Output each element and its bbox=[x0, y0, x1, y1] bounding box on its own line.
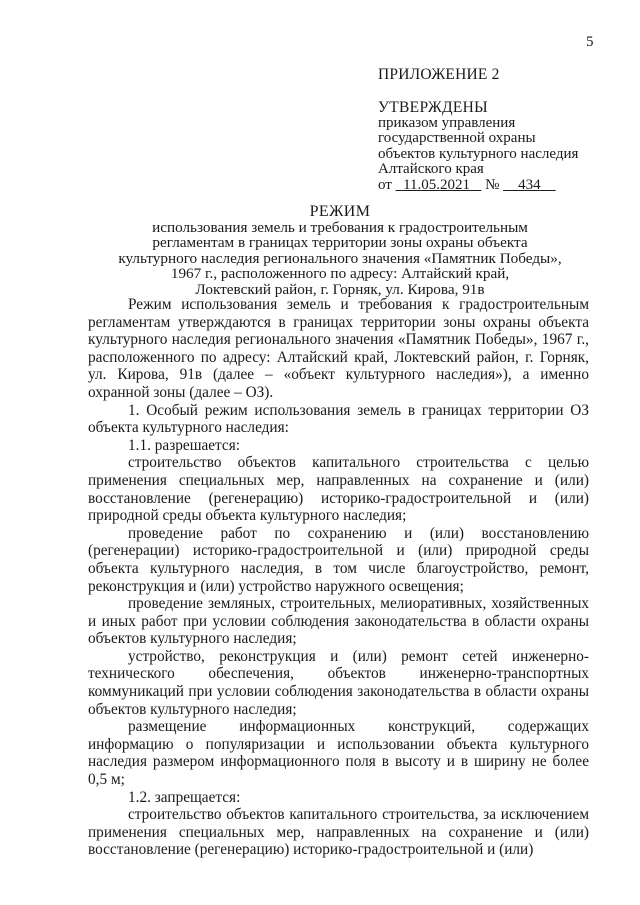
subsection-heading: 1.2. запрещается: bbox=[128, 788, 241, 806]
title-line: культурного наследия регионального значения «Памятник Победы», bbox=[118, 249, 562, 267]
allowed-item: проведение земляных, строительных, мелиоративных, хозяйственных и иных работ при условии соблюдения законодательства в области охраны объектов культурного наследия; bbox=[88, 595, 589, 648]
approval-line: приказом управления bbox=[378, 114, 516, 131]
page-number: 5 bbox=[586, 34, 594, 50]
approval-line: государственной охраны bbox=[378, 130, 536, 146]
order-from-label: от bbox=[378, 176, 392, 193]
title-line: регламентам в границах территории зоны охраны объекта bbox=[152, 234, 528, 251]
allowed-item: строительство объектов капитального строительства с целью применения специальных мер, направленных на сохранение и (или) восстановление (регенерацию) историко-градостроительной и (или) природной среды объекта культурного наследия; bbox=[88, 454, 589, 525]
order-number: 434 bbox=[518, 176, 541, 193]
allowed-item: размещение информационных конструкций, содержащих информацию о популяризации и использовании объекта культурного наследия размером информационного поля в высоту и в ширину не более 0,5 м; bbox=[88, 718, 589, 789]
approval-line: объектов культурного наследия bbox=[378, 145, 579, 162]
approval-block bbox=[378, 100, 578, 193]
document-body bbox=[88, 296, 589, 859]
title-line: Локтевский район, г. Горняк, ул. Кирова, 91в bbox=[195, 280, 485, 298]
order-number-sign: № bbox=[485, 176, 500, 193]
approval-heading: УТВЕРЖДЕНЫ bbox=[378, 99, 488, 116]
approval-line: Алтайского края bbox=[378, 161, 484, 177]
section-heading: 1. Особый режим использования земель в границах территории ОЗ объекта культурного наследия: bbox=[88, 401, 589, 437]
document-title bbox=[100, 204, 580, 297]
prohibited-item: строительство объектов капитального строительства, за исключением применения специальных мер, направленных на сохранение и (или) восстановление (регенерацию) историко-градостроительной и (или) bbox=[88, 806, 589, 859]
title-line: 1967 г., расположенного по адресу: Алтайский край, bbox=[170, 265, 510, 282]
allowed-item: устройство, реконструкция и (или) ремонт сетей инженерно-технического обеспечения, объектов инженерно-транспортных коммуникаций при условии соблюдения законодательства в области охраны объектов культурного наследия; bbox=[88, 647, 589, 718]
appendix-label: ПРИЛОЖЕНИЕ 2 bbox=[378, 66, 500, 83]
title-mode: РЕЖИМ bbox=[309, 203, 371, 220]
intro-paragraph: Режим использования земель и требования к градостроительным регламентам утверждаются в границах территории зоны охраны объекта культурного наследия регионального значения «Памятник Победы», 1967 г., расположенного по адресу: Алтайский край, Локтевский район, г. Горняк, ул. Кирова, 91в (далее – «объект культурного наследия»), а именно охранной зоны (далее – ОЗ). bbox=[88, 296, 589, 401]
title-line: использования земель и требования к градостроительным bbox=[152, 218, 528, 236]
order-date-number bbox=[378, 178, 578, 194]
allowed-item: проведение работ по сохранению и (или) восстановлению (регенерации) историко-градостроительной и (или) природной среды объекта культурного наследия, в том числе благоустройство, ремонт, реконструкция и (или) устройство наружного освещения; bbox=[88, 524, 589, 595]
subsection-heading: 1.1. разрешается: bbox=[128, 436, 240, 454]
order-date: 11.05.2021 bbox=[403, 176, 471, 193]
